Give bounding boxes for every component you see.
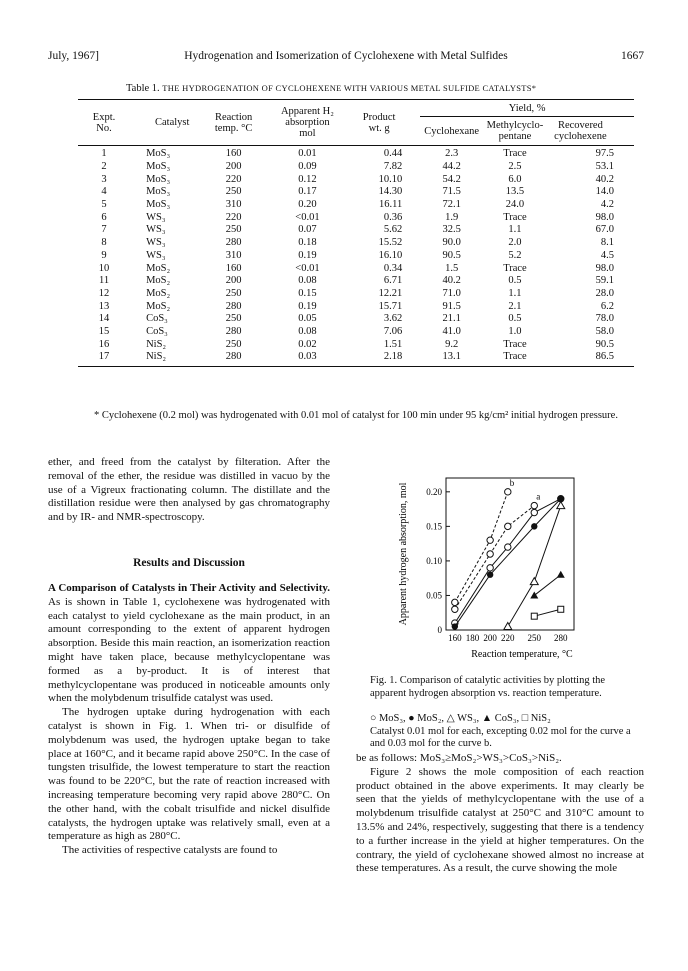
cell-temp: 160	[225, 262, 242, 274]
table-caption-label: Table 1.	[126, 83, 160, 94]
cell-catalyst: MoS₂	[146, 262, 171, 274]
curve-label: a	[536, 491, 541, 502]
th-expt: Expt. No.	[78, 100, 130, 146]
cell-temp: 200	[225, 275, 242, 287]
table-row	[78, 199, 634, 212]
th-absorption: Apparent H₂ absorption mol	[269, 100, 346, 146]
y-tick-label: 0.05	[426, 590, 442, 601]
table-row	[78, 351, 634, 366]
cell-cyclohexane: 2.3	[420, 146, 483, 161]
cell-absorption: <0.01	[295, 262, 320, 274]
cell-absorption: <0.01	[295, 211, 320, 223]
cell-recovered: 78.0	[595, 313, 614, 325]
cell-temp: 280	[225, 325, 242, 337]
figure-1-chart	[356, 466, 644, 686]
point-open-circle	[452, 599, 458, 605]
point-open-circle	[505, 523, 511, 529]
table-row	[78, 250, 634, 263]
cell-cyclohexane: 1.5	[445, 262, 459, 274]
cell-methylcyclopentane: 1.1	[508, 224, 522, 236]
table-row	[78, 262, 634, 275]
cell-temp: 250	[225, 287, 242, 299]
table-row	[78, 326, 634, 339]
cell-expt: 9	[101, 249, 107, 261]
cell-recovered: 14.0	[595, 186, 614, 198]
cell-temp: 250	[225, 338, 242, 350]
right-para-2: Figure 2 shows the mole composition of each reaction product obtained in the above experiments. It may clearly be seen that the yields of methylcyclopentane with the use of a molybdenum trisulfide catalyst at 250°C and 310°C amount to 13.5% and 24%, respectively, suggesting that there is a tendency to a further increase in the yield at higher temperatures. On the contrary, the yield of cyclohexane showed almost no increase at these temperatures. As a result, the curve showing the mole	[356, 765, 644, 875]
point-open-square	[558, 606, 564, 612]
cell-temp: 250	[225, 224, 242, 236]
cell-cyclohexane: 54.2	[442, 173, 461, 185]
series-line	[534, 609, 560, 616]
table-caption	[126, 83, 536, 94]
cell-catalyst: CoS₃	[146, 313, 168, 325]
point-open-circle	[452, 606, 458, 612]
cell-catalyst: MoS₃	[146, 173, 171, 185]
cell-cyclohexane: 91.5	[442, 300, 461, 312]
table-row	[78, 300, 634, 313]
cell-recovered: 4.5	[600, 249, 614, 261]
th-product: Product wt. g	[346, 100, 420, 146]
cell-temp: 250	[225, 186, 242, 198]
cell-absorption: 0.03	[269, 351, 346, 366]
cell-absorption: 0.01	[269, 146, 346, 161]
cell-product: 0.34	[383, 262, 403, 274]
point-open-circle	[487, 551, 493, 557]
cell-expt: 2	[101, 161, 107, 173]
cell-absorption: 0.18	[298, 237, 317, 249]
cell-absorption: 0.20	[298, 199, 317, 211]
table-row	[78, 313, 634, 326]
cell-recovered: 98.0	[595, 211, 614, 223]
cell-catalyst: WS₃	[146, 224, 166, 236]
cell-methylcyclopentane: 13.5	[505, 186, 525, 198]
th-cyclohexane: Cyclohexane	[424, 125, 480, 137]
cell-catalyst: MoS₂	[146, 275, 171, 287]
x-tick-label: 280	[554, 633, 568, 643]
cell-product: 0.36	[383, 211, 403, 223]
header-date: July, 1967]	[48, 50, 100, 62]
cell-recovered: 67.0	[595, 224, 614, 236]
cell-cyclohexane: 71.0	[442, 287, 461, 299]
series-line	[455, 499, 561, 623]
cell-temp: 280	[198, 351, 268, 366]
x-tick-label: 180	[465, 633, 480, 643]
cell-absorption: 0.19	[298, 249, 317, 261]
table-caption-text: THE HYDROGENATION OF CYCLOHEXENE WITH VARIOUS METAL SULFIDE CATALYSTS*	[162, 83, 537, 93]
cell-expt: 15	[98, 325, 110, 337]
cell-absorption: 0.17	[298, 186, 317, 198]
cell-product: 3.62	[383, 313, 403, 325]
table-row	[78, 173, 634, 186]
cell-expt: 14	[98, 313, 110, 325]
figure-caption: Fig. 1. Comparison of catalytic activities by plotting the apparent hydrogen absorption vs. reaction temperature.	[370, 675, 606, 699]
cell-recovered: 8.1	[600, 237, 614, 249]
cell-product: 16.11	[378, 199, 403, 211]
point-open-triangle	[504, 623, 512, 630]
cell-absorption: 0.12	[298, 173, 317, 185]
cell-methylcyclopentane: 2.5	[508, 161, 522, 173]
left-body	[48, 582, 330, 858]
point-open-square	[531, 613, 537, 619]
table-row	[78, 186, 634, 199]
cell-methylcyclopentane: 1.0	[508, 325, 522, 337]
point-filled-circle	[487, 572, 493, 578]
cell-methylcyclopentane: Trace	[503, 338, 527, 350]
cell-product: 14.30	[378, 186, 403, 198]
cell-product: 15.71	[378, 300, 403, 312]
cell-recovered: 86.5	[547, 351, 634, 366]
cell-product: 1.51	[383, 338, 403, 350]
point-open-circle	[531, 509, 537, 515]
cell-absorption: 0.07	[298, 224, 317, 236]
running-header	[48, 50, 644, 66]
cell-cyclohexane: 41.0	[442, 325, 461, 337]
cell-expt: 12	[98, 287, 110, 299]
cell-absorption: 0.15	[298, 287, 317, 299]
cell-product: 15.52	[378, 237, 403, 249]
cell-product: 7.06	[383, 325, 403, 337]
table-row	[78, 338, 634, 351]
x-axis-label: Reaction temperature, °C	[471, 649, 573, 660]
cell-temp: 220	[225, 173, 242, 185]
right-para-1: be as follows: MoS₃≥MoS₂>WS₃>CoS₃>NiS₂.	[356, 752, 562, 764]
cell-temp: 280	[225, 237, 242, 249]
cell-cyclohexane: 40.2	[442, 275, 461, 287]
point-filled-circle	[452, 623, 458, 629]
table-footnote: * Cyclohexene (0.2 mol) was hydrogenated with 0.01 mol of catalyst for 100 min under 95 kg/cm² initial hydrogen pressure.	[94, 410, 618, 421]
y-tick-label: 0.20	[426, 486, 442, 497]
header-title: Hydrogenation and Isomerization of Cyclohexene with Metal Sulfides	[184, 50, 508, 62]
cell-expt: 8	[101, 237, 107, 249]
cell-product: 6.71	[383, 275, 403, 287]
point-filled-triangle	[530, 591, 538, 598]
cell-cyclohexane: 13.1	[420, 351, 483, 366]
subsection-heading: A Comparison of Catalysts in Their Activity and Selectivity.	[48, 582, 330, 594]
point-open-circle	[531, 502, 537, 508]
cell-methylcyclopentane: 0.5	[508, 275, 522, 287]
cell-recovered: 98.0	[595, 262, 614, 274]
cell-catalyst: NiS₂	[146, 338, 167, 350]
cell-product: 16.10	[378, 249, 403, 261]
y-tick-label: 0.10	[426, 555, 442, 566]
cell-temp: 310	[225, 199, 242, 211]
point-open-triangle	[557, 502, 565, 509]
section-heading: Results and Discussion	[133, 557, 245, 569]
cell-product: 2.18	[346, 351, 420, 366]
cell-catalyst: NiS₂	[130, 351, 198, 366]
cell-product: 7.82	[383, 161, 403, 173]
cell-expt: 16	[98, 338, 110, 350]
cell-recovered: 58.0	[595, 325, 614, 337]
legend-symbols: ○ MoS₃, ● MoS₂, △ WS₃, ▲ CoS₃, □ NiS₂	[370, 713, 551, 724]
th-yield: Yield, %	[420, 100, 634, 117]
cell-recovered: 40.2	[595, 173, 614, 185]
point-open-circle	[487, 537, 493, 543]
series-line	[455, 506, 534, 610]
cell-absorption: 0.19	[298, 300, 317, 312]
cell-methylcyclopentane: 2.1	[508, 300, 522, 312]
left-para-4: The activities of respective catalysts are found to	[62, 844, 278, 857]
cell-temp: 200	[225, 161, 242, 173]
cell-cyclohexane: 21.1	[442, 313, 461, 325]
cell-methylcyclopentane: Trace	[503, 262, 527, 274]
catalyst-table	[78, 99, 634, 367]
cell-expt: 7	[101, 224, 107, 236]
cell-expt: 3	[101, 173, 107, 185]
cell-temp: 280	[225, 300, 242, 312]
cell-cyclohexane: 72.1	[442, 199, 461, 211]
table-row	[78, 275, 634, 288]
cell-product: 12.21	[378, 287, 403, 299]
point-open-circle	[505, 489, 511, 495]
cell-catalyst: MoS₂	[146, 300, 171, 312]
cell-expt: 17	[78, 351, 130, 366]
th-recovered: Recovered cyclohexene	[554, 120, 607, 142]
cell-catalyst: WS₃	[146, 211, 166, 223]
cell-recovered: 59.1	[595, 275, 614, 287]
left-para-2: As is shown in Table 1, cyclohexene was hydrogenated with each catalyst to yield cyclohexane as the main product, in an amount corresponding to the extent of apparent hydrogen absorption. Beside this main reaction, an isomerization reaction might have taken place, because methylcyclopentane was formed as a by-product. It is of interest that methylcyclopentane was produced in noticeable amounts only when the molybdenum trisulfide catalyst was used.	[48, 595, 330, 705]
cell-absorption: 0.08	[298, 275, 317, 287]
point-filled-circle	[531, 523, 537, 529]
cell-recovered: 4.2	[600, 199, 614, 211]
cell-catalyst: MoS₃	[130, 146, 198, 161]
cell-catalyst: MoS₂	[146, 287, 171, 299]
series-line	[455, 499, 561, 627]
y-axis-label: Apparent hydrogen absorption, mol	[398, 482, 409, 626]
table-row	[78, 237, 634, 250]
cell-product: 5.62	[383, 224, 403, 236]
cell-methylcyclopentane: Trace	[503, 211, 527, 223]
cell-cyclohexane: 9.2	[445, 338, 459, 350]
cell-absorption: 0.02	[298, 338, 317, 350]
cell-temp: 160	[198, 146, 268, 161]
cell-recovered: 53.1	[595, 161, 614, 173]
cell-methylcyclopentane: 6.0	[508, 173, 522, 185]
cell-cyclohexane: 44.2	[442, 161, 461, 173]
cell-cyclohexane: 90.0	[442, 237, 461, 249]
cell-cyclohexane: 32.5	[442, 224, 461, 236]
point-open-circle	[487, 565, 493, 571]
x-tick-label: 160	[448, 633, 462, 643]
th-methylcyclopentane: Methylcyclo- pentane	[486, 120, 544, 142]
cell-methylcyclopentane: 1.1	[508, 287, 522, 299]
cell-methylcyclopentane: 2.0	[508, 237, 522, 249]
cell-recovered: 6.2	[600, 300, 614, 312]
curve-label: b	[509, 477, 515, 488]
point-open-triangle	[530, 578, 538, 585]
cell-methylcyclopentane: 5.2	[508, 249, 522, 261]
cell-methylcyclopentane: 24.0	[505, 199, 525, 211]
cell-absorption: 0.09	[298, 161, 317, 173]
cell-recovered: 97.5	[547, 146, 634, 161]
cell-product: 10.10	[378, 173, 403, 185]
cell-methylcyclopentane: Trace	[483, 351, 547, 366]
th-temp: Reaction temp. °C	[198, 100, 268, 146]
left-para-3: The hydrogen uptake during hydrogenation with each catalyst is shown in Fig. 1. When tri- or disulfide of molybdenum was used, the hydrogen uptake began to take place at 160°C, and it became rapid above 250°C. In the case of tungsten trisulfide, the lowest temperature to start the reaction was found to be 220°C, but the rate of reaction increased with increasing temperature becoming very rapid above 280°C. On the other hand, with the cobalt trisulfide and nickel disulfide catalysts, the hydrogen uptake was relatively small, even at a temperature as high as 280°C.	[48, 706, 330, 843]
cell-recovered: 28.0	[595, 287, 614, 299]
point-open-circle	[505, 544, 511, 550]
cell-temp: 220	[225, 211, 242, 223]
x-tick-label: 220	[501, 633, 515, 643]
cell-catalyst: MoS₃	[146, 199, 171, 211]
cell-methylcyclopentane: 0.5	[508, 313, 522, 325]
table-row	[78, 146, 634, 161]
th-catalyst: Catalyst	[130, 100, 198, 146]
cell-expt: 1	[78, 146, 130, 161]
table-row	[78, 288, 634, 301]
cell-absorption: 0.08	[298, 325, 317, 337]
legend-note: Catalyst 0.01 mol for each, excepting 0.02 mol for the curve a and 0.03 mol for the curve b.	[370, 725, 631, 749]
cell-expt: 6	[101, 211, 107, 223]
figure-legend	[370, 713, 642, 751]
cell-methylcyclopentane: Trace	[483, 146, 547, 161]
point-filled-triangle	[557, 571, 565, 578]
table-row	[78, 211, 634, 224]
cell-cyclohexane: 71.5	[442, 186, 461, 198]
cell-expt: 11	[98, 275, 110, 287]
cell-expt: 4	[101, 186, 107, 198]
series-line	[455, 492, 508, 603]
cell-expt: 10	[98, 262, 110, 274]
cell-catalyst: WS₃	[146, 249, 166, 261]
left-para-1: ether, and freed from the catalyst by filteration. After the removal of the ether, the residue was distilled in vacuo by the use of a Vigreux fractionating column. The distillate and the distillation residue were then analysed by gas chromatography and by IR- and NMR-spectroscopy.	[48, 456, 330, 524]
x-tick-label: 200	[483, 633, 497, 643]
cell-catalyst: CoS₃	[146, 325, 168, 337]
cell-catalyst: MoS₃	[146, 161, 171, 173]
cell-temp: 250	[225, 313, 242, 325]
cell-product: 0.44	[346, 146, 420, 161]
cell-cyclohexane: 1.9	[445, 211, 459, 223]
cell-absorption: 0.05	[298, 313, 317, 325]
cell-expt: 5	[101, 199, 107, 211]
cell-expt: 13	[98, 300, 110, 312]
table-row	[78, 224, 634, 237]
page-number: 1667	[621, 50, 644, 62]
right-body	[356, 752, 644, 876]
cell-recovered: 90.5	[595, 338, 614, 350]
cell-catalyst: WS₃	[146, 237, 166, 249]
cell-catalyst: MoS₃	[146, 186, 171, 198]
x-tick-label: 250	[527, 633, 542, 643]
y-tick-label: 0.15	[426, 521, 442, 532]
table-row	[78, 161, 634, 174]
cell-temp: 310	[225, 249, 242, 261]
cell-cyclohexane: 90.5	[442, 249, 461, 261]
y-tick-label: 0	[437, 625, 442, 635]
